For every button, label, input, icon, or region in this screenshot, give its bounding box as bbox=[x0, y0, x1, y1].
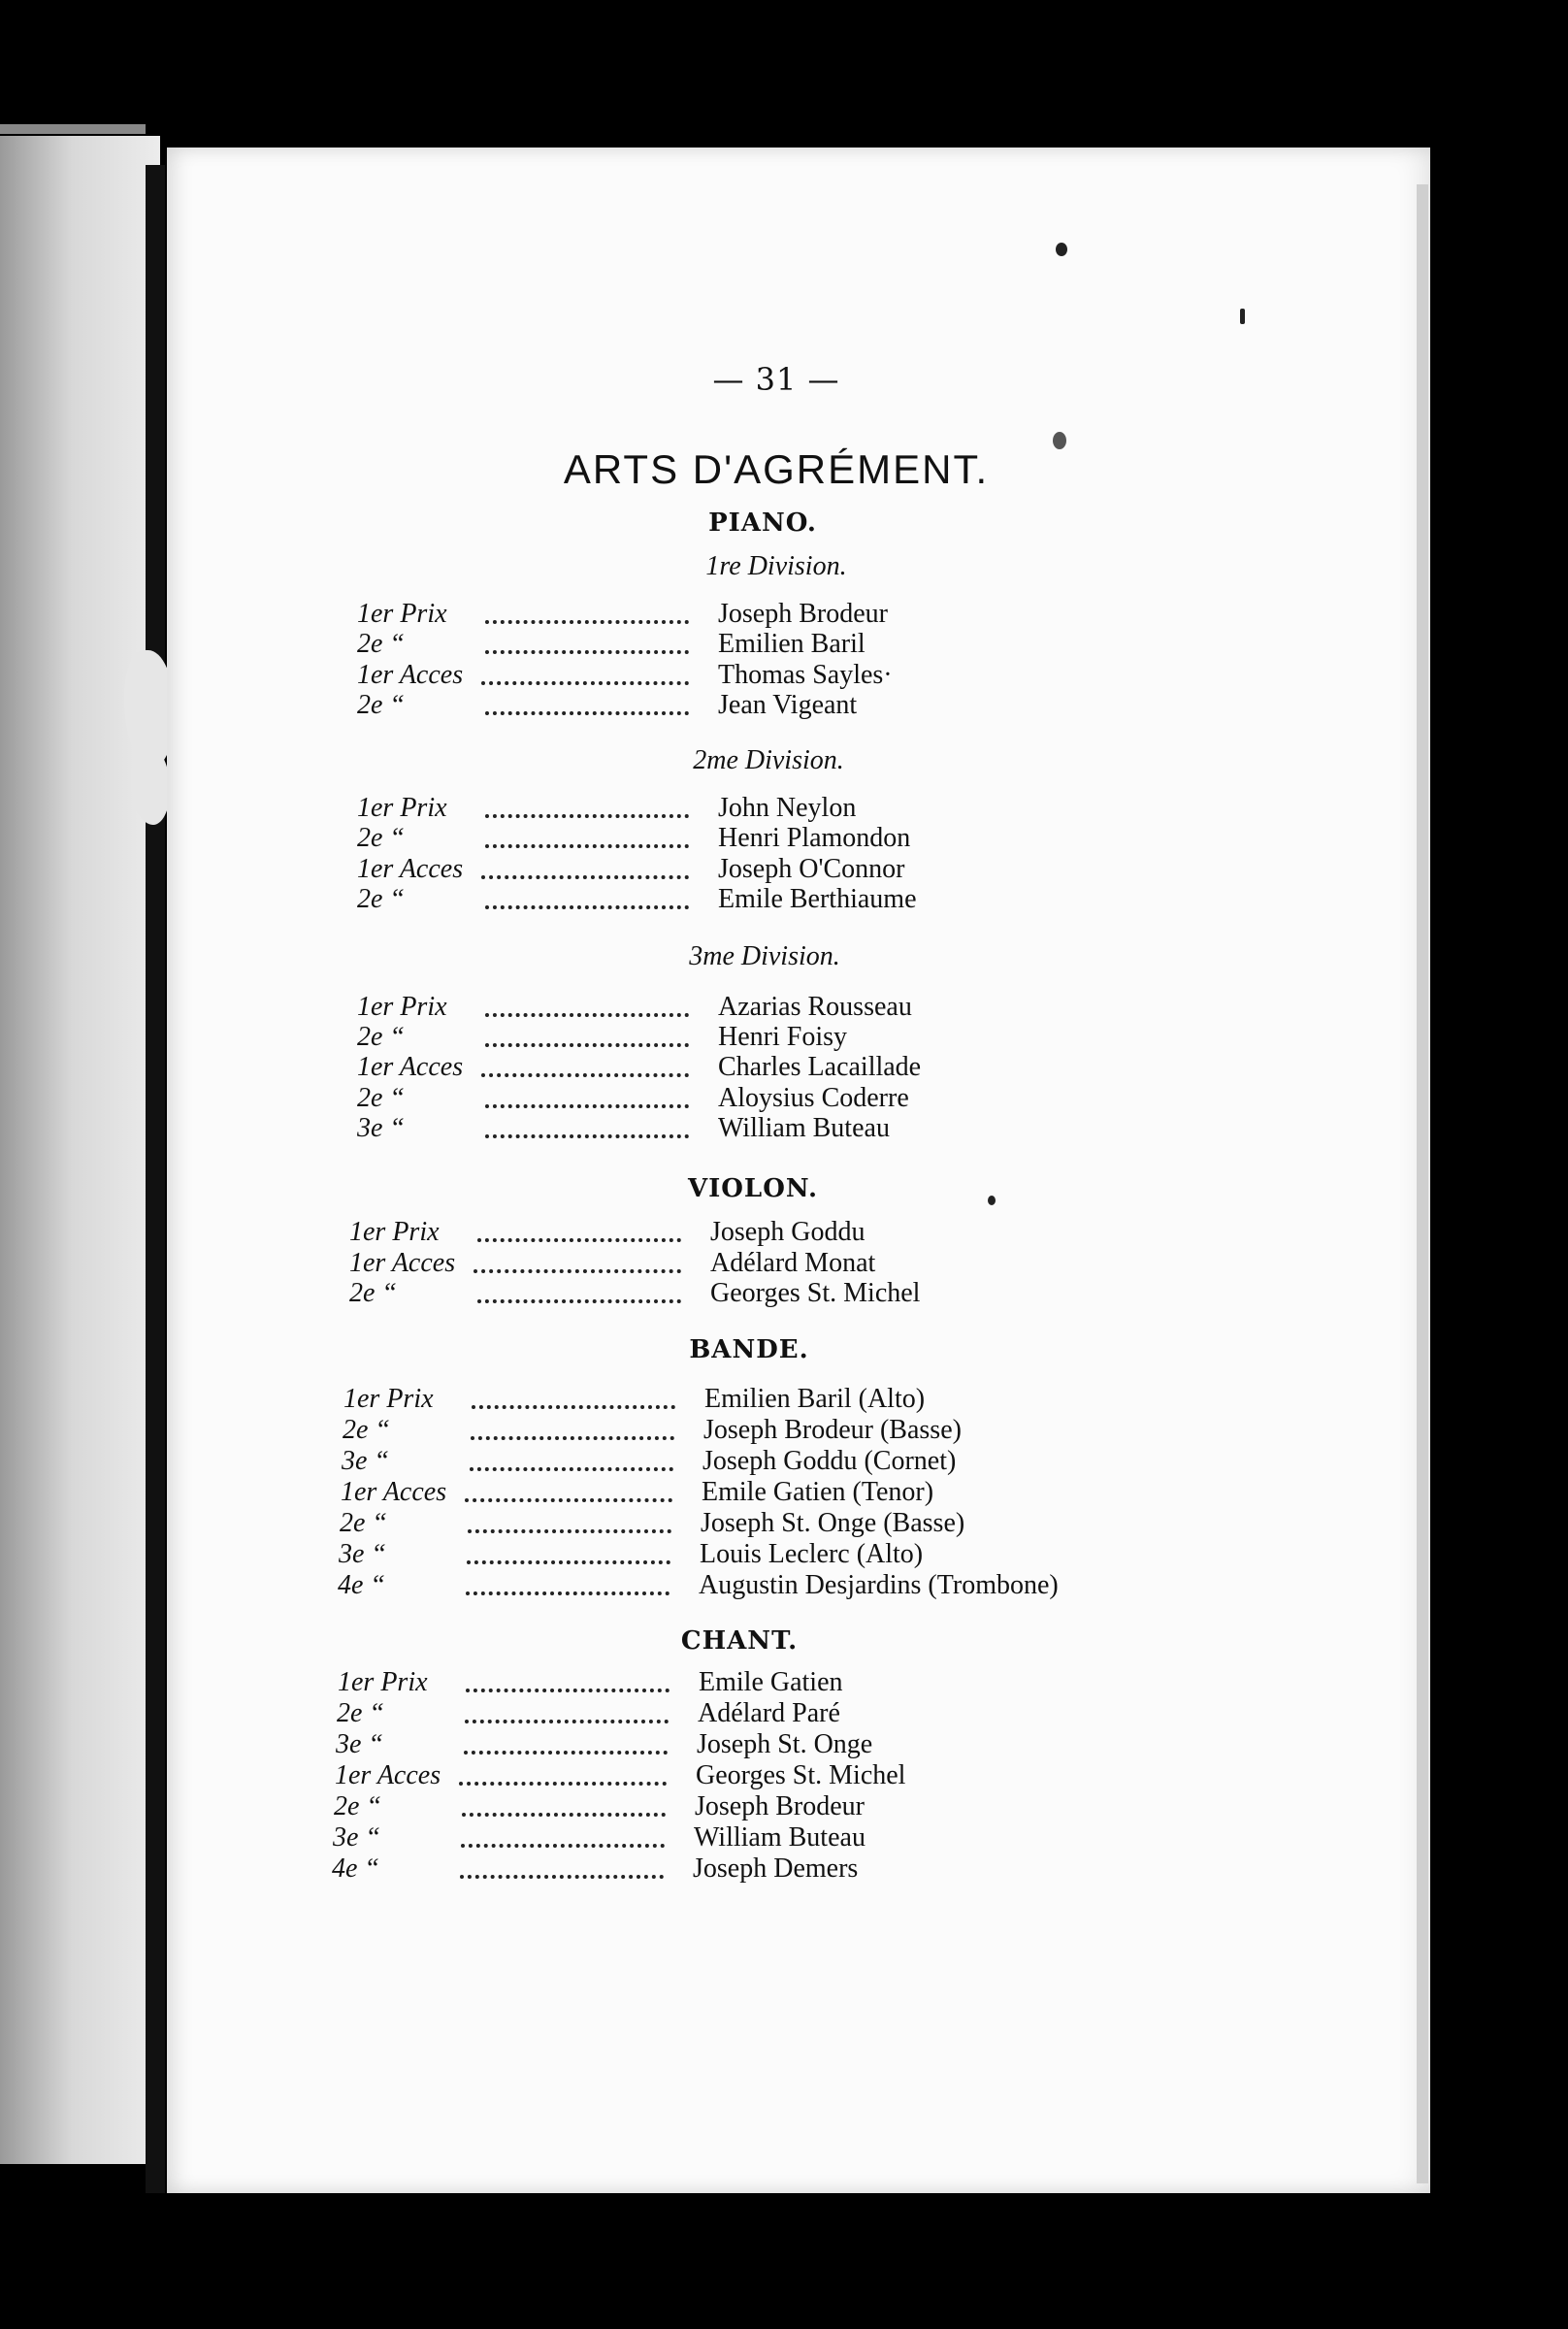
dot-leader bbox=[465, 1692, 669, 1723]
award-recipient: Azarias Rousseau bbox=[718, 992, 912, 1022]
award-rank: 2e “ bbox=[357, 884, 405, 914]
section-heading: PIANO. bbox=[708, 508, 817, 538]
section-heading: CHANT. bbox=[680, 1626, 799, 1656]
award-row bbox=[349, 1248, 1145, 1279]
award-rank: 2e “ bbox=[337, 1698, 384, 1728]
award-row bbox=[357, 854, 1153, 885]
dot-leader bbox=[485, 684, 689, 715]
award-recipient: Emile Gatien bbox=[699, 1667, 843, 1697]
award-row bbox=[357, 793, 1153, 824]
award-recipient: Louis Leclerc (Alto) bbox=[700, 1539, 924, 1569]
award-rank: 1er Acces bbox=[357, 1052, 464, 1082]
award-recipient: Adélard Paré bbox=[698, 1698, 840, 1728]
award-rank: 1er Acces bbox=[349, 1248, 456, 1278]
award-row bbox=[357, 1022, 1153, 1053]
dot-leader bbox=[460, 1848, 664, 1879]
award-rank: 3e “ bbox=[333, 1822, 380, 1853]
award-rank: 2e “ bbox=[357, 1022, 405, 1052]
division-heading: 1re Division. bbox=[705, 551, 847, 581]
award-rank: 1er Prix bbox=[343, 1384, 434, 1414]
dot-leader bbox=[466, 1661, 670, 1692]
dot-leader bbox=[471, 1409, 674, 1440]
award-rank: 1er Prix bbox=[357, 992, 447, 1022]
award-rank: 2e “ bbox=[340, 1508, 387, 1538]
award-recipient: Joseph Brodeur (Basse) bbox=[703, 1415, 962, 1445]
award-recipient: Thomas Sayles· bbox=[718, 660, 893, 690]
dot-leader bbox=[477, 1272, 681, 1303]
award-recipient: Joseph O'Connor bbox=[718, 854, 905, 884]
award-rank: 3e “ bbox=[336, 1729, 383, 1759]
dot-leader bbox=[461, 1817, 665, 1848]
award-row bbox=[339, 1539, 1134, 1570]
dot-leader bbox=[467, 1533, 670, 1564]
section-heading: BANDE. bbox=[689, 1335, 809, 1364]
dot-leader bbox=[466, 1564, 670, 1595]
award-recipient: Adélard Monat bbox=[710, 1248, 876, 1278]
award-rank: 2e “ bbox=[334, 1791, 381, 1821]
award-row bbox=[335, 1760, 1130, 1791]
award-recipient: Charles Lacaillade bbox=[718, 1052, 922, 1082]
dot-leader bbox=[485, 1107, 689, 1138]
award-row bbox=[342, 1446, 1137, 1477]
dot-leader bbox=[485, 986, 689, 1017]
award-recipient: Henri Plamondon bbox=[718, 823, 911, 853]
award-row bbox=[357, 690, 1153, 721]
award-row bbox=[338, 1667, 1133, 1698]
dot-leader bbox=[481, 1046, 689, 1077]
dot-leader bbox=[464, 1723, 668, 1755]
award-recipient: Jean Vigeant bbox=[718, 690, 858, 720]
award-rank: 1er Prix bbox=[349, 1217, 440, 1247]
award-recipient: Joseph Brodeur bbox=[718, 599, 888, 629]
section-heading: VIOLON. bbox=[687, 1174, 819, 1203]
award-rank: 4e “ bbox=[332, 1853, 379, 1884]
award-rank: 1er Acces bbox=[357, 854, 464, 884]
dot-leader bbox=[459, 1755, 667, 1786]
dot-leader bbox=[485, 878, 689, 909]
dot-leader bbox=[485, 1016, 689, 1047]
award-recipient: Georges St. Michel bbox=[710, 1278, 921, 1308]
dot-leader bbox=[472, 1378, 675, 1409]
award-recipient: William Buteau bbox=[694, 1822, 866, 1853]
dot-leader bbox=[485, 1077, 689, 1108]
award-row bbox=[334, 1791, 1129, 1822]
award-rank: 1er Acces bbox=[335, 1760, 441, 1790]
award-recipient: Aloysius Coderre bbox=[718, 1083, 909, 1113]
award-rank: 1er Acces bbox=[341, 1477, 447, 1507]
award-row bbox=[357, 660, 1153, 691]
award-rank: 4e “ bbox=[338, 1570, 385, 1600]
page-title: ARTS D'AGRÉMENT. bbox=[563, 446, 990, 492]
award-rank: 2e “ bbox=[343, 1415, 390, 1445]
award-recipient: William Buteau bbox=[718, 1113, 890, 1143]
award-row bbox=[349, 1217, 1145, 1248]
dot-leader bbox=[462, 1786, 666, 1817]
award-row bbox=[357, 884, 1153, 915]
award-row bbox=[349, 1278, 1145, 1309]
dot-leader bbox=[468, 1502, 671, 1533]
award-recipient: Georges St. Michel bbox=[696, 1760, 906, 1790]
award-rank: 1er Acces bbox=[357, 660, 464, 690]
award-row bbox=[357, 992, 1153, 1023]
award-rank: 1er Prix bbox=[357, 599, 447, 629]
award-rank: 1er Prix bbox=[338, 1667, 428, 1697]
dot-leader bbox=[485, 623, 689, 654]
award-row bbox=[336, 1729, 1131, 1760]
award-recipient: Joseph Demers bbox=[693, 1853, 859, 1884]
award-row bbox=[333, 1822, 1128, 1853]
dot-leader bbox=[477, 1211, 681, 1242]
award-rank: 2e “ bbox=[357, 629, 405, 659]
division-heading: 3me Division. bbox=[689, 941, 840, 971]
award-rank: 3e “ bbox=[342, 1446, 389, 1476]
award-row bbox=[357, 1083, 1153, 1114]
award-recipient: Joseph Brodeur bbox=[695, 1791, 865, 1821]
dot-leader bbox=[470, 1440, 673, 1471]
dot-leader bbox=[481, 848, 689, 879]
award-row bbox=[357, 823, 1153, 854]
award-recipient: Emilien Baril (Alto) bbox=[704, 1384, 926, 1414]
award-row bbox=[338, 1570, 1133, 1601]
award-rank: 2e “ bbox=[357, 823, 405, 853]
award-row bbox=[343, 1415, 1138, 1446]
award-row bbox=[357, 1052, 1153, 1083]
dot-leader bbox=[474, 1242, 681, 1273]
dot-leader bbox=[485, 817, 689, 848]
award-rank: 2e “ bbox=[357, 1083, 405, 1113]
page-number: — 31 — bbox=[712, 361, 840, 398]
award-row bbox=[357, 599, 1153, 630]
award-row bbox=[337, 1698, 1132, 1729]
award-row bbox=[341, 1477, 1136, 1508]
award-rank: 2e “ bbox=[349, 1278, 397, 1308]
award-row bbox=[357, 629, 1153, 660]
dot-leader bbox=[485, 593, 689, 624]
award-recipient: Joseph St. Onge bbox=[697, 1729, 873, 1759]
award-rank: 3e “ bbox=[339, 1539, 386, 1569]
award-rank: 3e “ bbox=[357, 1113, 405, 1143]
dot-leader bbox=[485, 787, 689, 818]
award-recipient: Joseph Goddu bbox=[710, 1217, 866, 1247]
award-recipient: Joseph Goddu (Cornet) bbox=[702, 1446, 957, 1476]
award-recipient: Henri Foisy bbox=[718, 1022, 847, 1052]
award-recipient: John Neylon bbox=[718, 793, 857, 823]
award-row bbox=[357, 1113, 1153, 1144]
award-row bbox=[343, 1384, 1139, 1415]
award-recipient: Augustin Desjardins (Trombone) bbox=[699, 1570, 1059, 1600]
award-recipient: Joseph St. Onge (Basse) bbox=[701, 1508, 965, 1538]
division-heading: 2me Division. bbox=[693, 745, 844, 775]
dot-leader bbox=[481, 654, 689, 685]
award-rank: 2e “ bbox=[357, 690, 405, 720]
award-rank: 1er Prix bbox=[357, 793, 447, 823]
award-row bbox=[340, 1508, 1135, 1539]
award-recipient: Emile Gatien (Tenor) bbox=[702, 1477, 934, 1507]
award-recipient: Emile Berthiaume bbox=[718, 884, 917, 914]
award-recipient: Emilien Baril bbox=[718, 629, 866, 659]
award-row bbox=[332, 1853, 1127, 1885]
dot-leader bbox=[465, 1471, 672, 1502]
